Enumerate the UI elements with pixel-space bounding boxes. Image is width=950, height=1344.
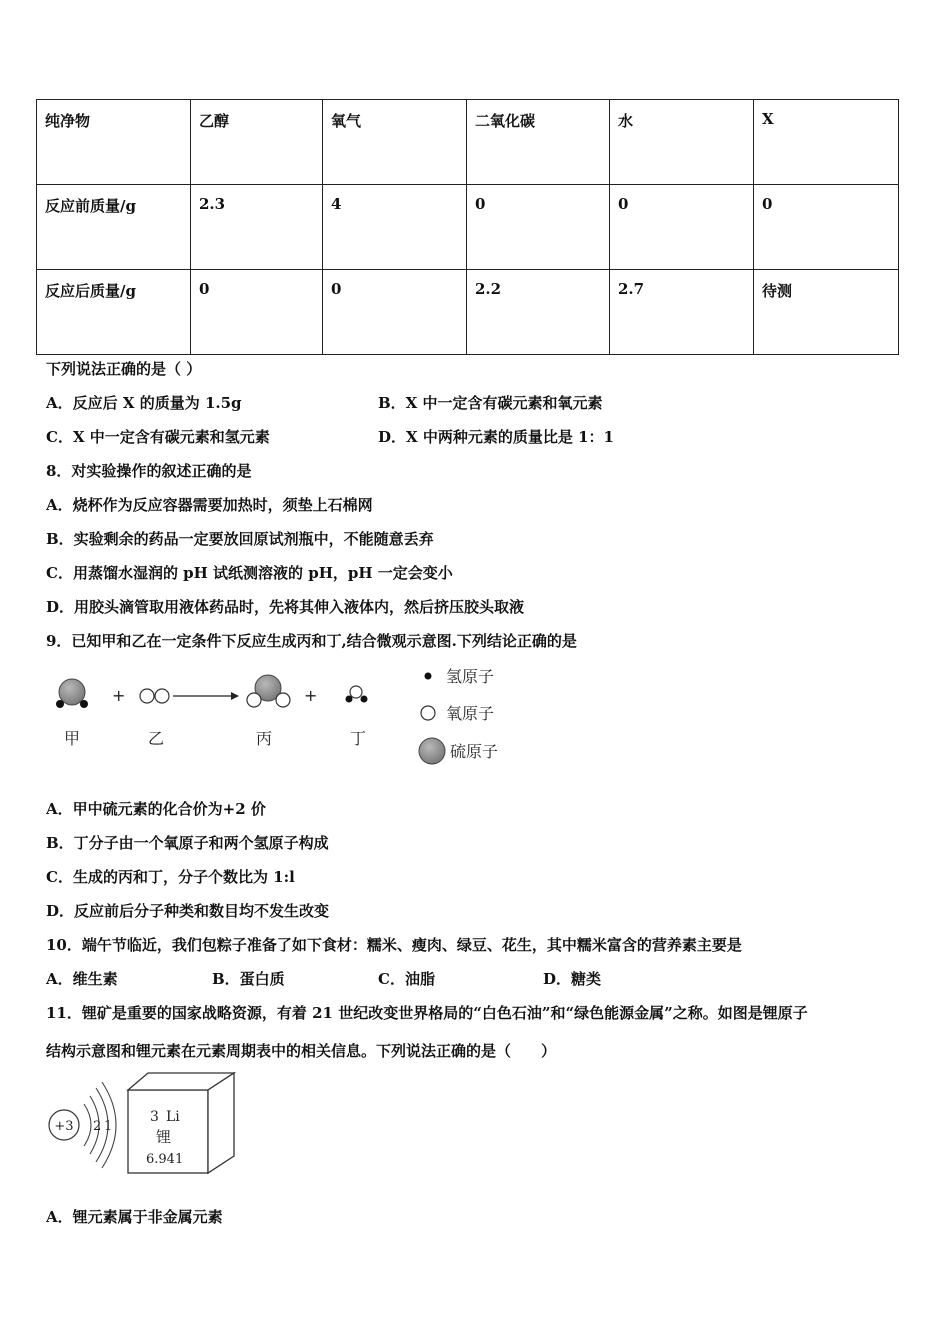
q7-option-d: D．X 中两种元素的质量比是 1：1 [378,428,614,446]
atomic-number: 3 [150,1109,159,1125]
element-name: 锂 [156,1128,172,1146]
label-jia: 甲 [64,729,81,748]
element-symbol: Li [166,1109,180,1125]
table-header-cell: X [754,100,899,185]
q10-option-b: B．蛋白质 [212,970,285,988]
table-cell: 2.7 [610,270,754,355]
table-cell: 反应前质量/g [37,185,191,270]
label-ding: 丁 [350,729,367,748]
q9-stem: 9．已知甲和乙在一定条件下反应生成丙和丁,结合微观示意图.下列结论正确的是 [46,632,577,650]
reaction-arrow [173,692,239,700]
table-cell: 0 [754,185,899,270]
hydrogen-legend-icon [425,673,432,680]
q9-option-b: B．丁分子由一个氧原子和两个氢原子构成 [46,834,329,852]
periodic-table-cell [128,1073,234,1173]
table-header-row [37,100,899,185]
nucleus-charge: +3 [54,1119,74,1134]
legend-oxygen: 氧原子 [446,704,495,723]
q10-option-d: D．糖类 [543,970,602,988]
q9-option-d: D．反应前后分子种类和数目均不发生改变 [46,902,330,920]
q8-option-c: C．用蒸馏水湿润的 pH 试纸测溶液的 pH，pH 一定会变小 [46,564,453,582]
table-cell: 0 [191,270,323,355]
q9-option-a: A．甲中硫元素的化合价为+2 价 [46,800,266,818]
shell2-electrons: 1 [104,1119,113,1134]
legend-hydrogen: 氢原子 [446,667,495,686]
q11-option-a: A．锂元素属于非金属元素 [46,1208,223,1226]
sulfur-legend-icon [419,738,445,764]
label-yi: 乙 [148,729,165,748]
q10-option-a: A．维生素 [46,970,118,988]
mass-table [36,99,899,355]
shell1-electrons: 2 [93,1119,102,1134]
lithium-figure [44,1070,244,1180]
molecule-yi [140,689,169,703]
table-cell: 0 [323,270,467,355]
q8-stem: 8．对实验操作的叙述正确的是 [46,462,252,480]
plus-sign: + [304,686,318,705]
table-header-cell: 水 [610,100,754,185]
oxygen-legend-icon [421,706,435,720]
molecule-bing [247,675,290,707]
table-cell: 待测 [754,270,899,355]
legend-sulfur: 硫原子 [450,742,499,761]
q7-option-a: A．反应后 X 的质量为 1.5g [46,394,242,412]
q8-option-b: B．实验剩余的药品一定要放回原试剂瓶中，不能随意丢弃 [46,530,434,548]
table-cell: 4 [323,185,467,270]
table-cell: 2.3 [191,185,323,270]
q10-option-c: C．油脂 [378,970,435,988]
table-header-cell: 二氧化碳 [467,100,610,185]
table-cell: 反应后质量/g [37,270,191,355]
q11-stem-line2: 结构示意图和锂元素在元素周期表中的相关信息。下列说法正确的是（ ） [46,1042,557,1060]
q10-stem: 10．端午节临近，我们包粽子准备了如下食材：糯米、瘦肉、绿豆、花生，其中糯米富含的营养素主要是 [46,936,742,954]
table-row [37,270,899,355]
table-cell: 0 [610,185,754,270]
q7-stem: 下列说法正确的是（ ） [46,360,202,378]
q9-option-c: C．生成的丙和丁，分子个数比为 1:l [46,868,295,886]
table-header-cell: 乙醇 [191,100,323,185]
label-bing: 丙 [256,729,273,748]
molecule-ding [346,686,368,703]
q8-option-a: A．烧杯作为反应容器需要加热时，须垫上石棉网 [46,496,373,514]
plus-sign: + [112,686,126,705]
reaction-diagram [46,660,526,770]
table-cell: 0 [467,185,610,270]
q7-option-b: B．X 中一定含有碳元素和氧元素 [378,394,603,412]
table-header-cell: 氧气 [323,100,467,185]
atomic-mass: 6.941 [146,1152,184,1167]
table-header-cell: 纯净物 [37,100,191,185]
q11-stem-line1: 11．锂矿是重要的国家战略资源，有着 21 世纪改变世界格局的“白色石油”和“绿色能源金属”之称。如图是锂原子 [46,1004,808,1022]
lithium-atom-diagram [49,1082,116,1168]
table-row [37,185,899,270]
table-cell: 2.2 [467,270,610,355]
q8-option-d: D．用胶头滴管取用液体药品时，先将其伸入液体内，然后挤压胶头取液 [46,598,525,616]
q7-option-c: C．X 中一定含有碳元素和氢元素 [46,428,270,446]
molecule-jia [56,679,88,708]
